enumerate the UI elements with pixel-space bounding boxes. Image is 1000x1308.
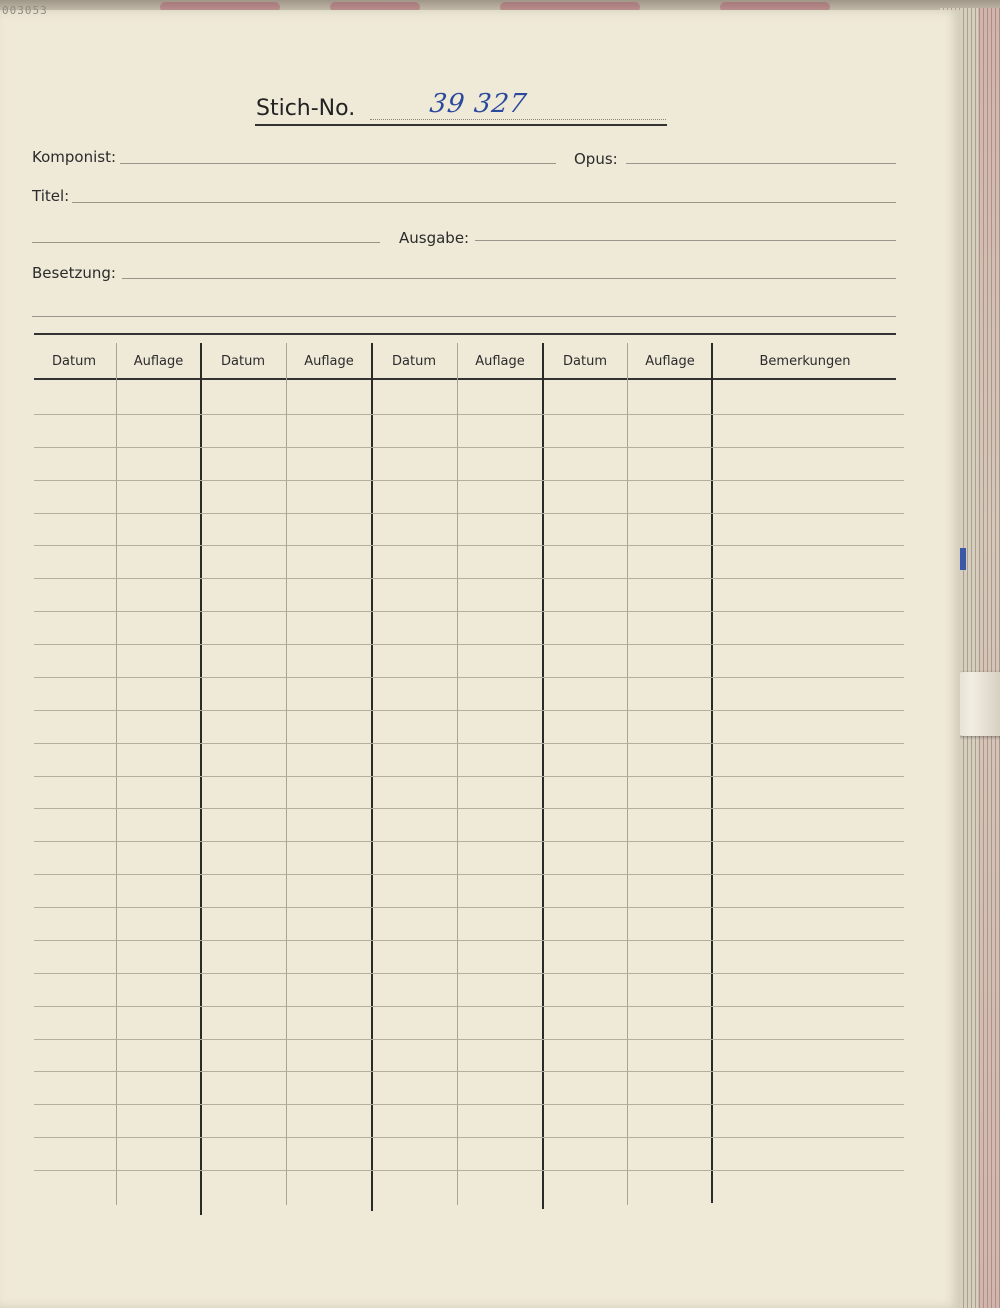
header-bemerkungen: Bemerkungen (759, 354, 851, 369)
table-top-rule (34, 333, 896, 335)
header-auflage-3: Auflage (475, 354, 525, 369)
titel-field[interactable] (72, 202, 896, 203)
header-auflage-1: Auflage (133, 354, 184, 369)
header-datum-3: Datum (392, 354, 436, 369)
column-divider (286, 343, 287, 1205)
table-row[interactable] (34, 545, 904, 546)
table-row[interactable] (34, 578, 904, 579)
stich-no-value: 39 327 (427, 89, 530, 119)
ledger-page (0, 4, 960, 1308)
header-datum-2: Datum (221, 354, 265, 369)
table-row[interactable] (34, 808, 904, 809)
stich-no-dotline (370, 119, 666, 120)
stich-no-label: Stich-No. (256, 96, 356, 121)
table-row[interactable] (34, 447, 904, 448)
table-row[interactable] (34, 907, 904, 908)
komponist-label: Komponist: (32, 148, 117, 166)
table-row[interactable] (34, 841, 904, 842)
header-auflage-2: Auflage (304, 354, 354, 369)
table-row[interactable] (34, 776, 904, 777)
table-row[interactable] (34, 710, 904, 711)
opus-field[interactable] (626, 163, 896, 164)
column-divider (457, 343, 458, 1205)
besetzung-continuation-field[interactable] (32, 316, 896, 317)
titel-continuation-field[interactable] (32, 242, 380, 243)
table-row[interactable] (34, 644, 904, 645)
table-row[interactable] (34, 1170, 904, 1171)
header-datum-1: Datum (52, 354, 96, 369)
table-header-rule (34, 378, 896, 380)
table-row[interactable] (34, 874, 904, 875)
ausgabe-label: Ausgabe: (399, 229, 470, 247)
table-row[interactable] (34, 1006, 904, 1007)
column-divider (200, 343, 202, 1215)
table-row[interactable] (34, 973, 904, 974)
column-divider (627, 343, 628, 1205)
opus-label: Opus: (574, 150, 618, 168)
ausgabe-field[interactable] (475, 240, 896, 241)
table-row[interactable] (34, 1039, 904, 1040)
table-row[interactable] (34, 480, 904, 481)
header-datum-4: Datum (563, 354, 607, 369)
titel-label: Titel: (32, 187, 70, 205)
index-marker (960, 548, 966, 570)
title-rule (255, 124, 667, 126)
table-row[interactable] (34, 940, 904, 941)
scan-id: 003053 (2, 4, 48, 17)
table-row[interactable] (34, 513, 904, 514)
column-divider (116, 343, 117, 1205)
table-row[interactable] (34, 414, 904, 415)
besetzung-label: Besetzung: (32, 264, 116, 282)
table-row[interactable] (34, 611, 904, 612)
table-row[interactable] (34, 1071, 904, 1072)
table-row[interactable] (34, 743, 904, 744)
table-row[interactable] (34, 1104, 904, 1105)
page-edge-tint (978, 8, 1000, 1308)
besetzung-field[interactable] (122, 278, 896, 279)
column-divider (371, 343, 373, 1211)
komponist-field[interactable] (120, 163, 556, 164)
column-divider (711, 343, 713, 1203)
table-row[interactable] (34, 677, 904, 678)
table-row[interactable] (34, 1137, 904, 1138)
header-auflage-4: Auflage (645, 354, 695, 369)
